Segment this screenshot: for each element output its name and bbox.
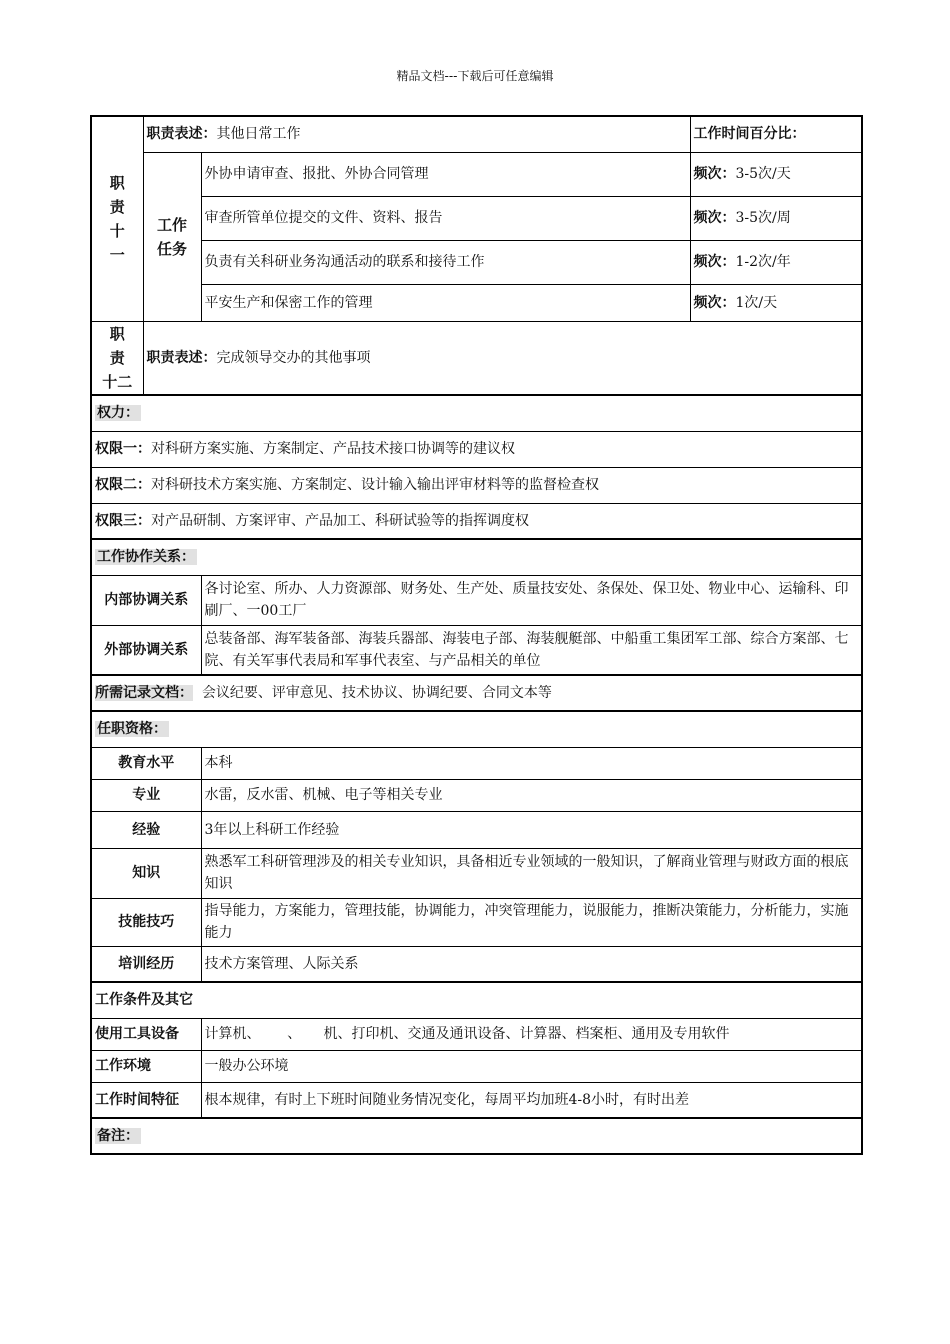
qualification-label: 培训经历 — [91, 946, 201, 982]
qualification-label: 经验 — [91, 811, 201, 848]
task-frequency: 频次：1-2次/年 — [690, 240, 862, 284]
task-frequency: 频次：3-5次/天 — [690, 152, 862, 196]
qualification-label: 教育水平 — [91, 747, 201, 779]
condition-value: 根本规律，有时上下班时间随业务情况变化，每周平均加班4-8小时，有时出差 — [201, 1082, 862, 1118]
time-percentage-label: 工作时间百分比： — [690, 116, 862, 152]
qualification-value: 水雷，反水雷、机械、电子等相关专业 — [201, 779, 862, 811]
internal-coordination-text: 各讨论室、所办、人力资源部、财务处、生产处、质量技安处、条保处、保卫处、物业中心、运输科、印刷厂、一00工厂 — [201, 575, 862, 625]
task-frequency: 频次：1次/天 — [690, 284, 862, 321]
duty-12-title: 职 责 十二 — [91, 321, 143, 395]
external-coordination-label: 外部协调关系 — [91, 625, 201, 675]
qualification-value: 3年以上科研工作经验 — [201, 811, 862, 848]
internal-coordination-label: 内部协调关系 — [91, 575, 201, 625]
page-header: 精品文档---下载后可任意编辑 — [396, 69, 554, 83]
qualification-label: 技能技巧 — [91, 898, 201, 946]
task-item: 外协申请审查、报批、外协合同管理 — [201, 152, 690, 196]
conditions-section-header: 工作条件及其它 — [91, 982, 862, 1018]
qualification-value: 熟悉军工科研管理涉及的相关专业知识，具备相近专业领域的一般知识，了解商业管理与财政方面的根底知识 — [201, 848, 862, 898]
qualification-value: 技术方案管理、人际关系 — [201, 946, 862, 982]
cooperation-section-header: 工作协作关系： — [91, 539, 862, 575]
condition-label: 工作环境 — [91, 1050, 201, 1082]
authority-item: 权限二：对科研技术方案实施、方案制定、设计输入输出评审材料等的监督检查权 — [91, 467, 862, 503]
qualification-value: 本科 — [201, 747, 862, 779]
qualification-label: 知识 — [91, 848, 201, 898]
condition-label: 工作时间特征 — [91, 1082, 201, 1118]
condition-value: 一般办公环境 — [201, 1050, 862, 1082]
task-label: 工作 任务 — [143, 152, 201, 321]
condition-label: 使用工具设备 — [91, 1018, 201, 1050]
condition-value: 计算机、 、 机、打印机、交通及通讯设备、计算器、档案柜、通用及专用软件 — [201, 1018, 862, 1050]
records-row: 所需记录文档： 会议纪要、评审意见、技术协议、协调纪要、合同文本等 — [91, 675, 862, 711]
task-item: 平安生产和保密工作的管理 — [201, 284, 690, 321]
authority-section-header: 权力： — [91, 395, 862, 431]
job-description-table — [90, 115, 861, 1155]
task-item: 负责有关科研业务沟通活动的联系和接待工作 — [201, 240, 690, 284]
task-item: 审查所管单位提交的文件、资料、报告 — [201, 196, 690, 240]
external-coordination-text: 总装备部、海军装备部、海装兵器部、海装电子部、海装舰艇部、中船重工集团军工部、综合方案部、七院、有关军事代表局和军事代表室、与产品相关的单位 — [201, 625, 862, 675]
qualification-label: 专业 — [91, 779, 201, 811]
task-frequency: 频次：3-5次/周 — [690, 196, 862, 240]
authority-item: 权限三：对产品研制、方案评审、产品加工、科研试验等的指挥调度权 — [91, 503, 862, 539]
duty-11-title: 职 责 十 一 — [91, 116, 143, 321]
qualification-value: 指导能力，方案能力，管理技能，协调能力，冲突管理能力，说服能力，推断决策能力，分析能力，实施能力 — [201, 898, 862, 946]
duty-11-description: 职责表述：其他日常工作 — [143, 116, 690, 152]
duty-12-description: 职责表述：完成领导交办的其他事项 — [143, 321, 862, 395]
qualifications-section-header: 任职资格： — [91, 711, 862, 747]
remarks-row: 备注： — [91, 1118, 862, 1154]
authority-item: 权限一：对科研方案实施、方案制定、产品技术接口协调等的建议权 — [91, 431, 862, 467]
